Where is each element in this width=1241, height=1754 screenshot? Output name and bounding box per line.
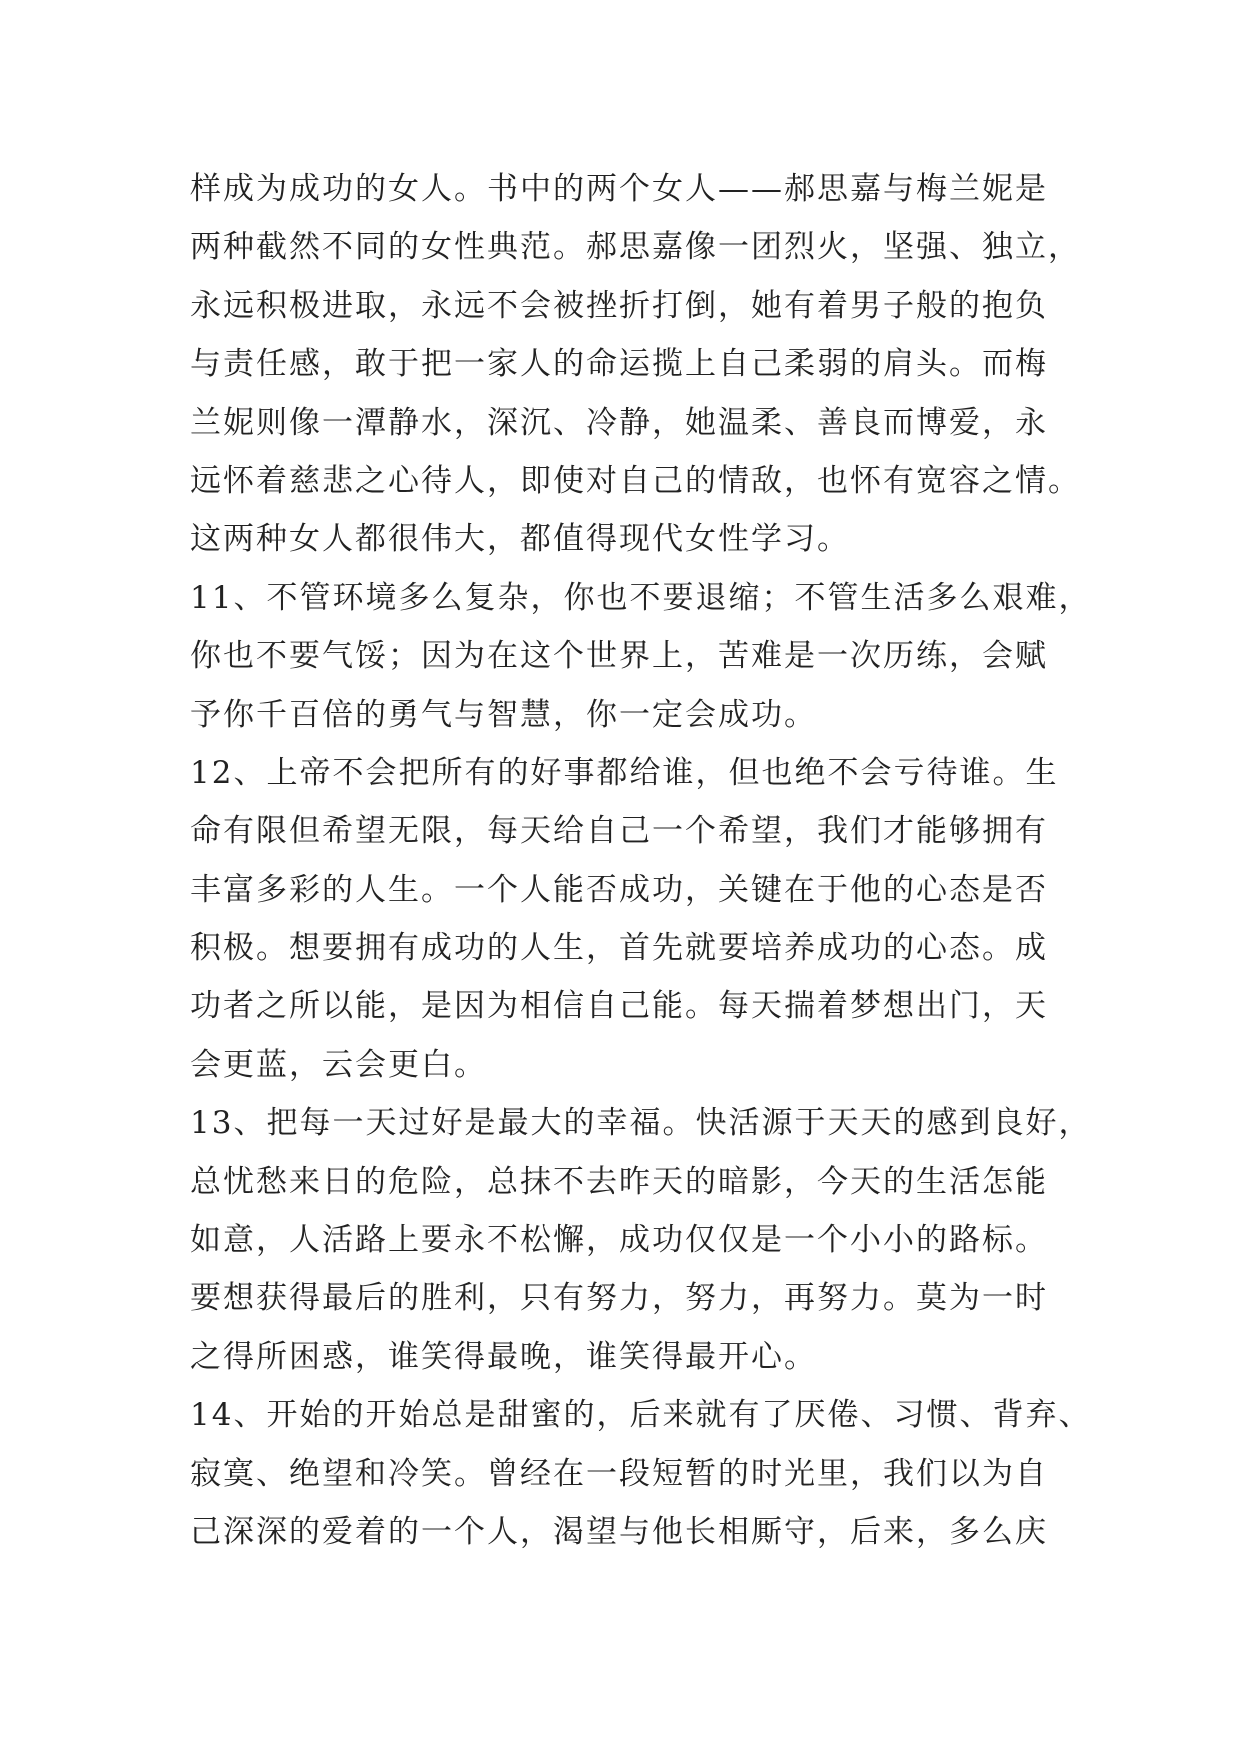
text-line: 12、上帝不会把所有的好事都给谁，但也绝不会亏待谁。生 <box>190 754 1059 791</box>
text-line: 13、把每一天过好是最大的幸福。快活源于天天的感到良好， <box>190 1105 1092 1142</box>
text-line: 样成为成功的女人。书中的两个女人——郝思嘉与梅兰妮是 <box>190 171 1048 207</box>
body-text <box>190 160 1092 1561</box>
text-line: 永远积极进取，永远不会被挫折打倒，她有着男子般的抱负 <box>190 287 1048 324</box>
text-line: 会更蓝，云会更白。 <box>190 1046 487 1083</box>
text-line: 之得所困惑，谁笑得最晚，谁笑得最开心。 <box>190 1338 817 1375</box>
text-line: 命有限但希望无限，每天给自己一个希望，我们才能够拥有 <box>190 813 1048 850</box>
text-line: 两种截然不同的女性典范。郝思嘉像一团烈火，坚强、独立， <box>190 229 1081 266</box>
text-line: 要想获得最后的胜利，只有努力，努力，再努力。莫为一时 <box>190 1280 1048 1317</box>
text-line: 远怀着慈悲之心待人，即使对自己的情敌，也怀有宽容之情。 <box>190 462 1081 499</box>
text-line: 14、开始的开始总是甜蜜的，后来就有了厌倦、习惯、背弃、 <box>190 1397 1092 1434</box>
text-line: 兰妮则像一潭静水，深沉、冷静，她温柔、善良而博爱，永 <box>190 404 1048 441</box>
text-line: 这两种女人都很伟大，都值得现代女性学习。 <box>190 521 850 558</box>
text-line: 总忧愁来日的危险，总抹不去昨天的暗影，今天的生活怎能 <box>190 1163 1048 1200</box>
text-line: 寂寞、绝望和冷笑。曾经在一段短暂的时光里，我们以为自 <box>190 1455 1048 1492</box>
text-line: 功者之所以能，是因为相信自己能。每天揣着梦想出门，天 <box>190 988 1048 1025</box>
text-line: 11、不管环境多么复杂，你也不要退缩；不管生活多么艰难， <box>190 579 1092 616</box>
text-line: 你也不要气馁；因为在这个世界上，苦难是一次历练，会赋 <box>190 638 1048 675</box>
text-line: 丰富多彩的人生。一个人能否成功，关键在于他的心态是否 <box>190 871 1048 908</box>
text-line: 积极。想要拥有成功的人生，首先就要培养成功的心态。成 <box>190 930 1048 967</box>
text-line: 己深深的爱着的一个人，渴望与他长相厮守，后来，多么庆 <box>190 1513 1048 1550</box>
text-line: 如意，人活路上要永不松懈，成功仅仅是一个小小的路标。 <box>190 1222 1048 1259</box>
text-line: 与责任感，敢于把一家人的命运揽上自己柔弱的肩头。而梅 <box>190 346 1048 383</box>
text-line: 予你千百倍的勇气与智慧，你一定会成功。 <box>190 696 817 733</box>
